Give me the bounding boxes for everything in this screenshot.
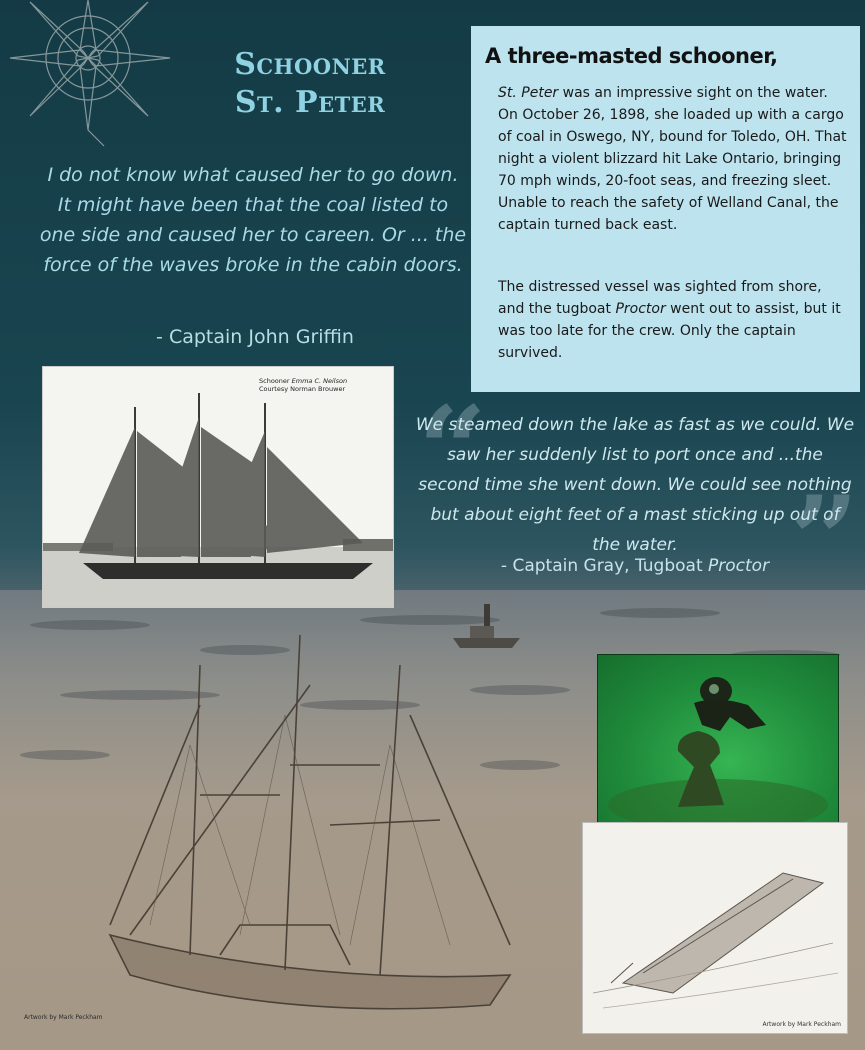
wreck-sketch-image <box>583 823 847 1033</box>
sunken-schooner-sketch <box>90 625 550 1025</box>
compass-rose-icon <box>0 0 180 150</box>
gray-attribution <box>440 556 830 576</box>
griffin-quote: I do not know what caused her to go down. It might have been that the coal listed to one side and caused her to careen. Or ... the force of the waves broke in the cabin doors. <box>39 164 467 276</box>
title-line-1: Schooner <box>234 47 386 82</box>
wreck-artwork-credit: Artwork by Mark Peckham <box>762 1021 841 1028</box>
schooner-sail-image <box>43 367 393 607</box>
gray-attribution-prefix: - Captain Gray, Tugboat <box>500 556 709 576</box>
info-paragraph-1-text: was an impressive sight on the water. On October 26, 1898, she loaded up with a cargo of coal in Oswego, NY, bound for Toledo, OH. That night a violent blizzard hit Lake Ontario, bringing 70 mph winds, 20-foot seas, and freezing sleet. Unable to reach the safety of Welland Canal, the captain turned back east. <box>498 85 847 233</box>
info-paragraph-2-text-a: The distressed vessel was sighted from shore, and the tugboat <box>498 279 822 317</box>
caption-ship-name: Emma C. Neilson <box>291 377 348 385</box>
ship-name-italic: St. Peter <box>498 85 559 101</box>
schooner-photo <box>42 366 394 608</box>
diver-photo <box>597 654 839 834</box>
diver-image <box>598 655 838 833</box>
info-paragraph-1 <box>498 82 848 236</box>
tugboat-name-italic: Proctor <box>615 301 666 317</box>
photo-caption <box>259 377 379 393</box>
panel-title <box>205 46 415 122</box>
history-info-box <box>471 26 860 392</box>
griffin-attribution: - Captain John Griffin <box>156 326 354 348</box>
open-quote-mark: “ <box>418 380 488 521</box>
gray-quote: We steamed down the lake as fast as we could. We saw her suddenly list to port once and ...the second time she went down. We could see nothing but about eight feet of a mast sticking up out of the water. <box>415 415 855 555</box>
gray-attribution-boat: Proctor <box>708 556 770 576</box>
info-heading: A three-masted schooner, <box>485 44 778 68</box>
info-paragraph-2 <box>498 276 848 364</box>
sketch-artwork-credit: Artwork by Mark Peckham <box>24 1014 103 1021</box>
title-line-2: St. Peter <box>234 85 386 120</box>
caption-credit: Courtesy Norman Brouwer <box>259 385 346 393</box>
wreck-artwork <box>582 822 848 1034</box>
close-quote-mark: ” <box>790 470 860 611</box>
info-paragraph-2-text-c: went out to assist, but it was too late for the crew. Only the captain survived. <box>498 301 841 361</box>
caption-prefix: Schooner <box>259 377 292 385</box>
